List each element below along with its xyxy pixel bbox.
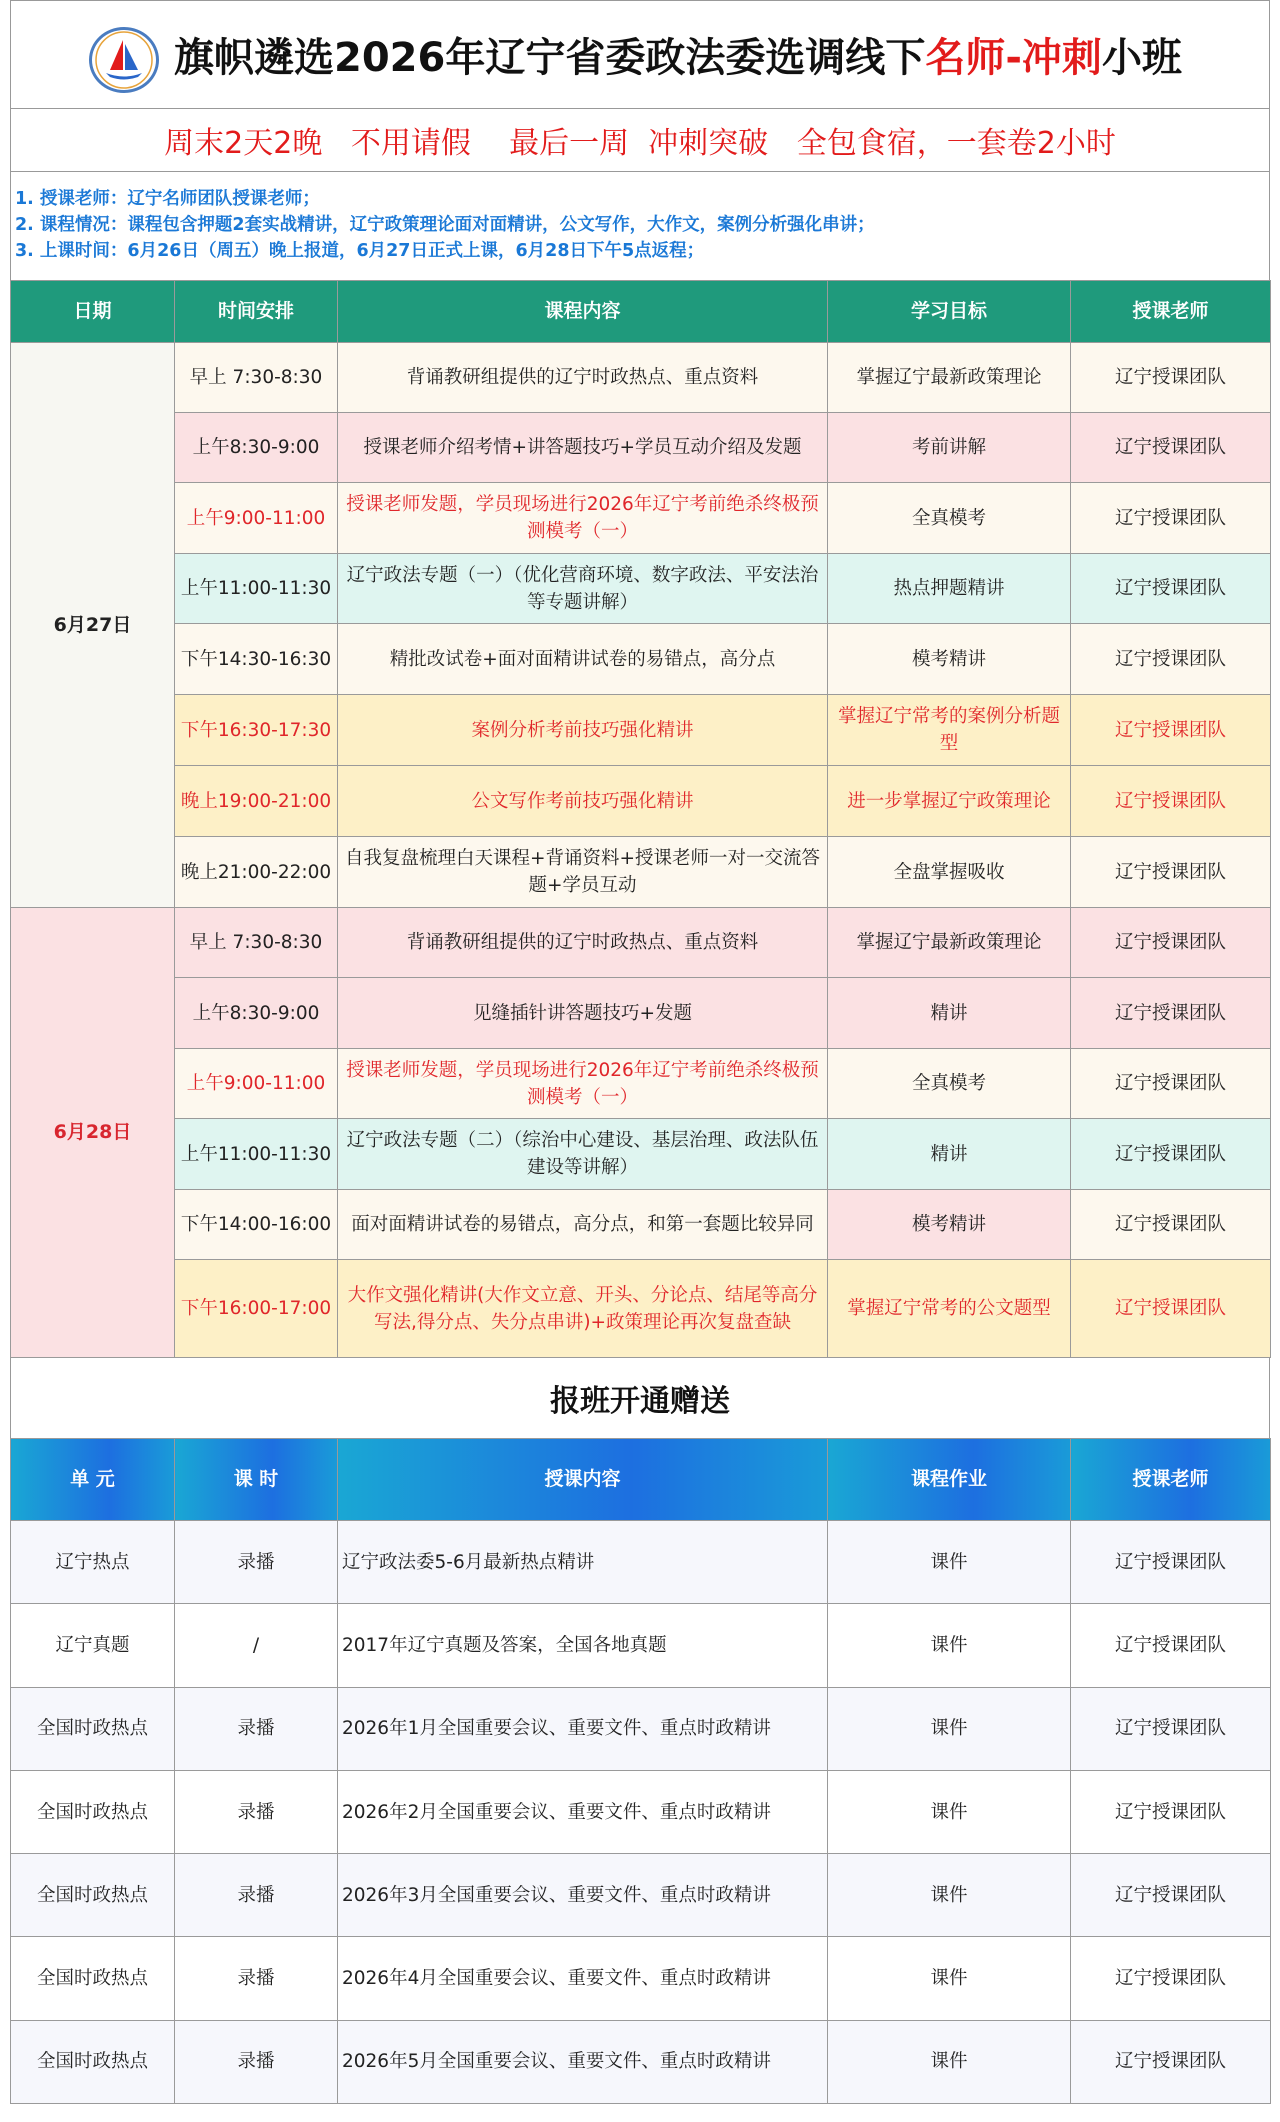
row-time: 上午9:00-11:00 [175,1049,338,1119]
row-content: 辽宁政法委5-6月最新热点精讲 [338,1521,828,1604]
row-teacher: 辽宁授课团队 [1071,483,1271,554]
row-goal: 掌握辽宁常考的案例分析题型 [828,695,1071,766]
row-goal: 全真模考 [828,1049,1071,1119]
table-row [11,483,1271,554]
row-unit: 全国时政热点 [11,1937,175,2020]
row-homework: 课件 [828,1687,1071,1770]
row-homework: 课件 [828,1854,1071,1937]
header-time: 时间安排 [175,281,338,343]
row-teacher: 辽宁授课团队 [1071,1190,1271,1260]
row-goal: 考前讲解 [828,413,1071,483]
table-row [11,1521,1271,1604]
row-content: 大作文强化精讲(大作文立意、开头、分论点、结尾等高分写法,得分点、失分点串讲)+政策理论再次复盘查缺 [338,1260,828,1358]
row-teacher: 辽宁授课团队 [1071,1604,1271,1687]
row-teacher: 辽宁授课团队 [1071,413,1271,483]
info-course: 2. 课程情况：课程包含押题2套实战精讲，辽宁政策理论面对面精讲，公文写作，大作文，案例分析强化串讲； [15,215,875,235]
row-content: 精批改试卷+面对面精讲试卷的易错点，高分点 [338,624,828,695]
table-row [11,624,1271,695]
table-row [11,1119,1271,1190]
table-row [11,1604,1271,1687]
row-teacher: 辽宁授课团队 [1071,908,1271,978]
row-teacher: 辽宁授课团队 [1071,1260,1271,1358]
row-goal: 模考精讲 [828,1190,1071,1260]
row-teacher: 辽宁授课团队 [1071,1854,1271,1937]
row-teacher: 辽宁授课团队 [1071,343,1271,413]
row-time: 下午16:00-17:00 [175,1260,338,1358]
row-content: 2026年2月全国重要会议、重要文件、重点时政精讲 [338,1770,828,1853]
row-hours: 录播 [175,1521,338,1604]
row-hours: 录播 [175,1687,338,1770]
row-teacher: 辽宁授课团队 [1071,624,1271,695]
row-time: 早上 7:30-8:30 [175,908,338,978]
row-unit: 辽宁真题 [11,1604,175,1687]
row-content: 见缝插针讲答题技巧+发题 [338,978,828,1049]
row-content: 自我复盘梳理白天课程+背诵资料+授课老师一对一交流答题+学员互动 [338,837,828,908]
row-content: 授课老师发题，学员现场进行2026年辽宁考前绝杀终极预测模考（一） [338,1049,828,1119]
row-teacher: 辽宁授课团队 [1071,695,1271,766]
table-row [11,1770,1271,1853]
row-content: 背诵教研组提供的辽宁时政热点、重点资料 [338,343,828,413]
row-hours: 录播 [175,1937,338,2020]
row-homework: 课件 [828,2020,1071,2103]
row-teacher: 辽宁授课团队 [1071,1119,1271,1190]
info-time: 3. 上课时间：6月26日（周五）晚上报道，6月27日正式上课，6月28日下午5点返程； [15,241,705,261]
row-homework: 课件 [828,1604,1071,1687]
table-row [11,766,1271,837]
row-homework: 课件 [828,1937,1071,2020]
row-teacher: 辽宁授课团队 [1071,1687,1271,1770]
row-content: 公文写作考前技巧强化精讲 [338,766,828,837]
table-row [11,1260,1271,1358]
row-hours: 录播 [175,2020,338,2103]
page-title: 旗帜遴选2026年辽宁省委政法委选调线下名师-冲刺小班 [174,35,1182,81]
header-goal: 学习目标 [828,281,1071,343]
row-content: 辽宁政法专题（一）（优化营商环境、数字政法、平安法治等专题讲解） [338,554,828,624]
date-day2: 6月28日 [11,908,175,1358]
table-row [11,1049,1271,1119]
table-row [11,695,1271,766]
table-row [11,1687,1271,1770]
row-time: 上午11:00-11:30 [175,1119,338,1190]
row-homework: 课件 [828,1521,1071,1604]
row-content: 2026年4月全国重要会议、重要文件、重点时政精讲 [338,1937,828,2020]
row-teacher: 辽宁授课团队 [1071,837,1271,908]
row-time: 下午14:30-16:30 [175,624,338,695]
row-teacher: 辽宁授课团队 [1071,978,1271,1049]
row-time: 下午16:30-17:30 [175,695,338,766]
row-goal: 精讲 [828,978,1071,1049]
row-goal: 模考精讲 [828,624,1071,695]
row-goal: 掌握辽宁最新政策理论 [828,343,1071,413]
row-teacher: 辽宁授课团队 [1071,1770,1271,1853]
row-time: 晚上21:00-22:00 [175,837,338,908]
table-row [11,2020,1271,2103]
row-goal: 全盘掌握吸收 [828,837,1071,908]
row-time: 上午11:00-11:30 [175,554,338,624]
header-date: 日期 [11,281,175,343]
table-row [11,1190,1271,1260]
table-row [11,908,1271,978]
header-teacher: 授课老师 [1071,281,1271,343]
row-goal: 掌握辽宁最新政策理论 [828,908,1071,978]
table-row [11,978,1271,1049]
bonus-table [10,1438,1271,2104]
row-goal: 进一步掌握辽宁政策理论 [828,766,1071,837]
table-row [11,1854,1271,1937]
date-day1: 6月27日 [11,343,175,908]
title-bar [10,0,1270,108]
row-time: 上午8:30-9:00 [175,978,338,1049]
row-teacher: 辽宁授课团队 [1071,554,1271,624]
header-content: 课程内容 [338,281,828,343]
row-time: 下午14:00-16:00 [175,1190,338,1260]
row-content: 授课老师介绍考情+讲答题技巧+学员互动介绍及发题 [338,413,828,483]
schedule-table [10,280,1271,1358]
row-teacher: 辽宁授课团队 [1071,1049,1271,1119]
row-content: 2026年3月全国重要会议、重要文件、重点时政精讲 [338,1854,828,1937]
row-time: 晚上19:00-21:00 [175,766,338,837]
row-teacher: 辽宁授课团队 [1071,766,1271,837]
row-content: 2026年5月全国重要会议、重要文件、重点时政精讲 [338,2020,828,2103]
schedule-header-row [11,281,1271,343]
row-unit: 全国时政热点 [11,2020,175,2103]
header-unit: 单 元 [11,1439,175,1521]
table-row [11,1937,1271,2020]
table-row [11,554,1271,624]
header-teacher: 授课老师 [1071,1439,1271,1521]
header-homework: 课程作业 [828,1439,1071,1521]
row-content: 授课老师发题，学员现场进行2026年辽宁考前绝杀终极预测模考（一） [338,483,828,554]
table-row [11,413,1271,483]
table-row [11,837,1271,908]
row-goal: 掌握辽宁常考的公文题型 [828,1260,1071,1358]
row-time: 早上 7:30-8:30 [175,343,338,413]
row-teacher: 辽宁授课团队 [1071,1937,1271,2020]
row-unit: 全国时政热点 [11,1687,175,1770]
row-time: 上午9:00-11:00 [175,483,338,554]
row-hours: 录播 [175,1854,338,1937]
row-hours: 录播 [175,1770,338,1853]
row-goal: 热点押题精讲 [828,554,1071,624]
logo-sailboat-icon [89,27,159,93]
bonus-header-row [11,1439,1271,1521]
row-goal: 全真模考 [828,483,1071,554]
row-content: 2017年辽宁真题及答案，全国各地真题 [338,1604,828,1687]
row-teacher: 辽宁授课团队 [1071,1521,1271,1604]
table-row [11,343,1271,413]
header-content: 授课内容 [338,1439,828,1521]
row-unit: 全国时政热点 [11,1854,175,1937]
row-time: 上午8:30-9:00 [175,413,338,483]
course-info [10,172,1270,280]
row-content: 面对面精讲试卷的易错点，高分点，和第一套题比较异同 [338,1190,828,1260]
row-unit: 全国时政热点 [11,1770,175,1853]
row-goal: 精讲 [828,1119,1071,1190]
info-teacher: 1. 授课老师：辽宁名师团队授课老师； [15,189,320,209]
row-homework: 课件 [828,1770,1071,1853]
row-content: 背诵教研组提供的辽宁时政热点、重点资料 [338,908,828,978]
row-unit: 辽宁热点 [11,1521,175,1604]
slogan-banner: 周末2天2晚 不用请假 最后一周 冲刺突破 全包食宿，一套卷2小时 [10,108,1270,172]
row-hours: / [175,1604,338,1687]
row-content: 案例分析考前技巧强化精讲 [338,695,828,766]
header-hours: 课 时 [175,1439,338,1521]
row-content: 2026年1月全国重要会议、重要文件、重点时政精讲 [338,1687,828,1770]
bonus-section-title: 报班开通赠送 [10,1358,1270,1438]
row-content: 辽宁政法专题（二）（综治中心建设、基层治理、政法队伍建设等讲解） [338,1119,828,1190]
row-teacher: 辽宁授课团队 [1071,2020,1271,2103]
